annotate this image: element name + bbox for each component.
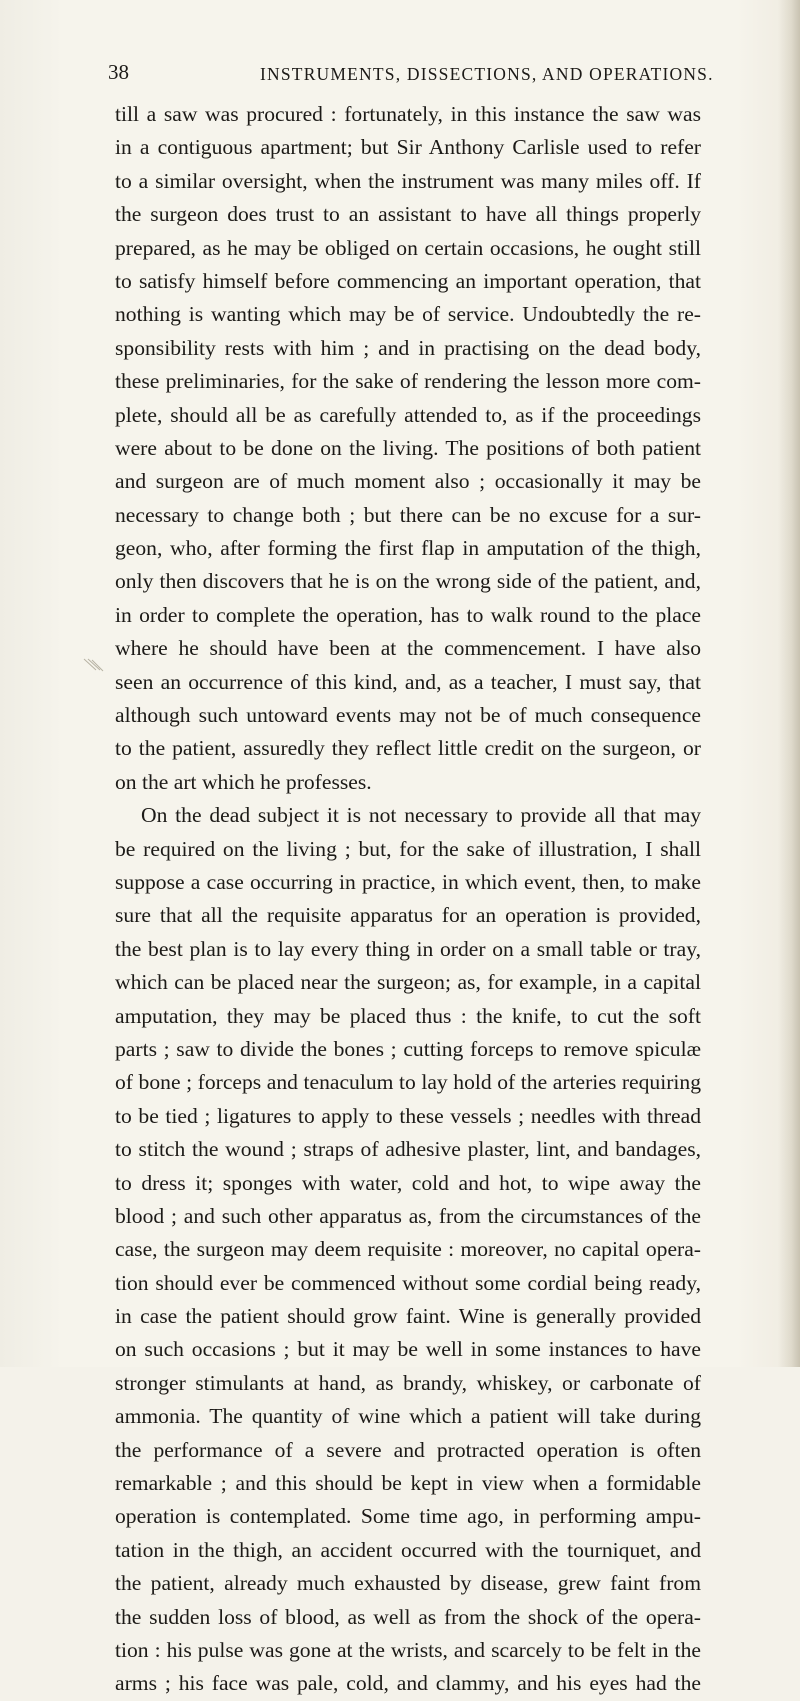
text-line: to a similar oversight, when the instrument was many miles off. If: [115, 168, 701, 193]
text-line: the sudden loss of blood, as well as from the shock of the opera-: [115, 1604, 701, 1629]
text-line: the surgeon does trust to an assistant to have all things properly: [115, 202, 701, 227]
text-line: to the patient, assuredly they reflect little credit on the surgeon, or: [115, 736, 701, 761]
text-line: on such occasions ; but it may be well in some instances to have: [115, 1337, 701, 1362]
text-line: be required on the living ; but, for the sake of illustration, I shall: [115, 836, 701, 861]
text-line: on the art which he professes.: [115, 769, 372, 794]
text-line: and surgeon are of much moment also ; occasionally it may be: [115, 469, 701, 494]
text-line: sponsibility rests with him ; and in practising on the dead body,: [115, 335, 701, 360]
text-line: nothing is wanting which may be of service. Undoubtedly the re-: [115, 302, 701, 327]
text-line: where he should have been at the commencement. I have also: [115, 636, 701, 661]
text-line: blood ; and such other apparatus as, from the circumstances of the: [115, 1203, 701, 1228]
page-edge-shadow: [778, 0, 800, 1367]
text-line: only then discovers that he is on the wrong side of the patient, and,: [115, 569, 701, 594]
text-line: arms ; his face was pale, cold, and clammy, and his eyes had the: [115, 1671, 701, 1696]
text-line: parts ; saw to divide the bones ; cutting forceps to remove spiculæ: [115, 1036, 701, 1061]
text-line: tion : his pulse was gone at the wrists, and scarcely to be felt in the: [115, 1637, 701, 1662]
text-line: which can be placed near the surgeon; as, for example, in a capital: [115, 970, 701, 995]
text-line: tion should ever be commenced without some cordial being ready,: [115, 1270, 701, 1295]
text-line: these preliminaries, for the sake of rendering the lesson more com-: [115, 369, 701, 394]
text-line: amputation, they may be placed thus : the knife, to cut the soft: [115, 1003, 701, 1028]
text-line: prepared, as he may be obliged on certain occasions, he ought still: [115, 235, 701, 260]
text-line: in case the patient should grow faint. Wine is generally provided: [115, 1304, 701, 1329]
text-line: were about to be done on the living. The positions of both patient: [115, 435, 701, 460]
text-line: On the dead subject it is not necessary to provide all that may: [141, 803, 701, 828]
running-title: INSTRUMENTS, DISSECTIONS, AND OPERATIONS.: [260, 64, 714, 84]
text-line: ammonia. The quantity of wine which a patient will take during: [115, 1404, 701, 1429]
text-line: seen an occurrence of this kind, and, as a teacher, I must say, that: [115, 669, 701, 694]
margin-pencil-mark: [82, 657, 106, 679]
text-line: to be tied ; ligatures to apply to these vessels ; needles with thread: [115, 1103, 701, 1128]
text-line: operation is contemplated. Some time ago, in performing ampu-: [115, 1504, 701, 1529]
text-line: case, the surgeon may deem requisite : moreover, no capital opera-: [115, 1237, 701, 1262]
text-line: tation in the thigh, an accident occurred with the tourniquet, and: [115, 1537, 701, 1562]
text-line: the best plan is to lay every thing in order on a small table or tray,: [115, 936, 701, 961]
text-line: suppose a case occurring in practice, in which event, then, to make: [115, 869, 701, 894]
text-line: remarkable ; and this should be kept in view when a formidable: [115, 1471, 701, 1496]
body-text: [115, 98, 701, 1701]
text-line: the patient, already much exhausted by disease, grew faint from: [115, 1571, 701, 1596]
text-line: of bone ; forceps and tenaculum to lay hold of the arteries requiring: [115, 1070, 701, 1095]
text-line: although such untoward events may not be of much consequence: [115, 703, 701, 728]
text-line: the performance of a severe and protracted operation is often: [115, 1437, 701, 1462]
text-line: necessary to change both ; but there can be no excuse for a sur-: [115, 502, 701, 527]
text-line: in order to complete the operation, has to walk round to the place: [115, 602, 701, 627]
paragraph-1: [115, 98, 701, 799]
text-line: till a saw was procured : fortunately, in this instance the saw was: [115, 102, 701, 126]
text-line: plete, should all be as carefully attended to, as if the proceedings: [115, 402, 701, 427]
text-line: sure that all the requisite apparatus for an operation is provided,: [115, 903, 701, 928]
paragraph-2: [115, 799, 701, 1701]
text-line: geon, who, after forming the first flap in amputation of the thigh,: [115, 536, 701, 561]
page-number: 38: [108, 60, 129, 84]
running-head: [108, 60, 714, 94]
text-line: in a contiguous apartment; but Sir Anthony Carlisle used to refer: [115, 135, 701, 160]
text-line: to satisfy himself before commencing an important operation, that: [115, 268, 701, 293]
text-line: to stitch the wound ; straps of adhesive plaster, lint, and bandages,: [115, 1137, 701, 1162]
text-line: stronger stimulants at hand, as brandy, whiskey, or carbonate of: [115, 1370, 701, 1395]
text-line: to dress it; sponges with water, cold and hot, to wipe away the: [115, 1170, 701, 1195]
